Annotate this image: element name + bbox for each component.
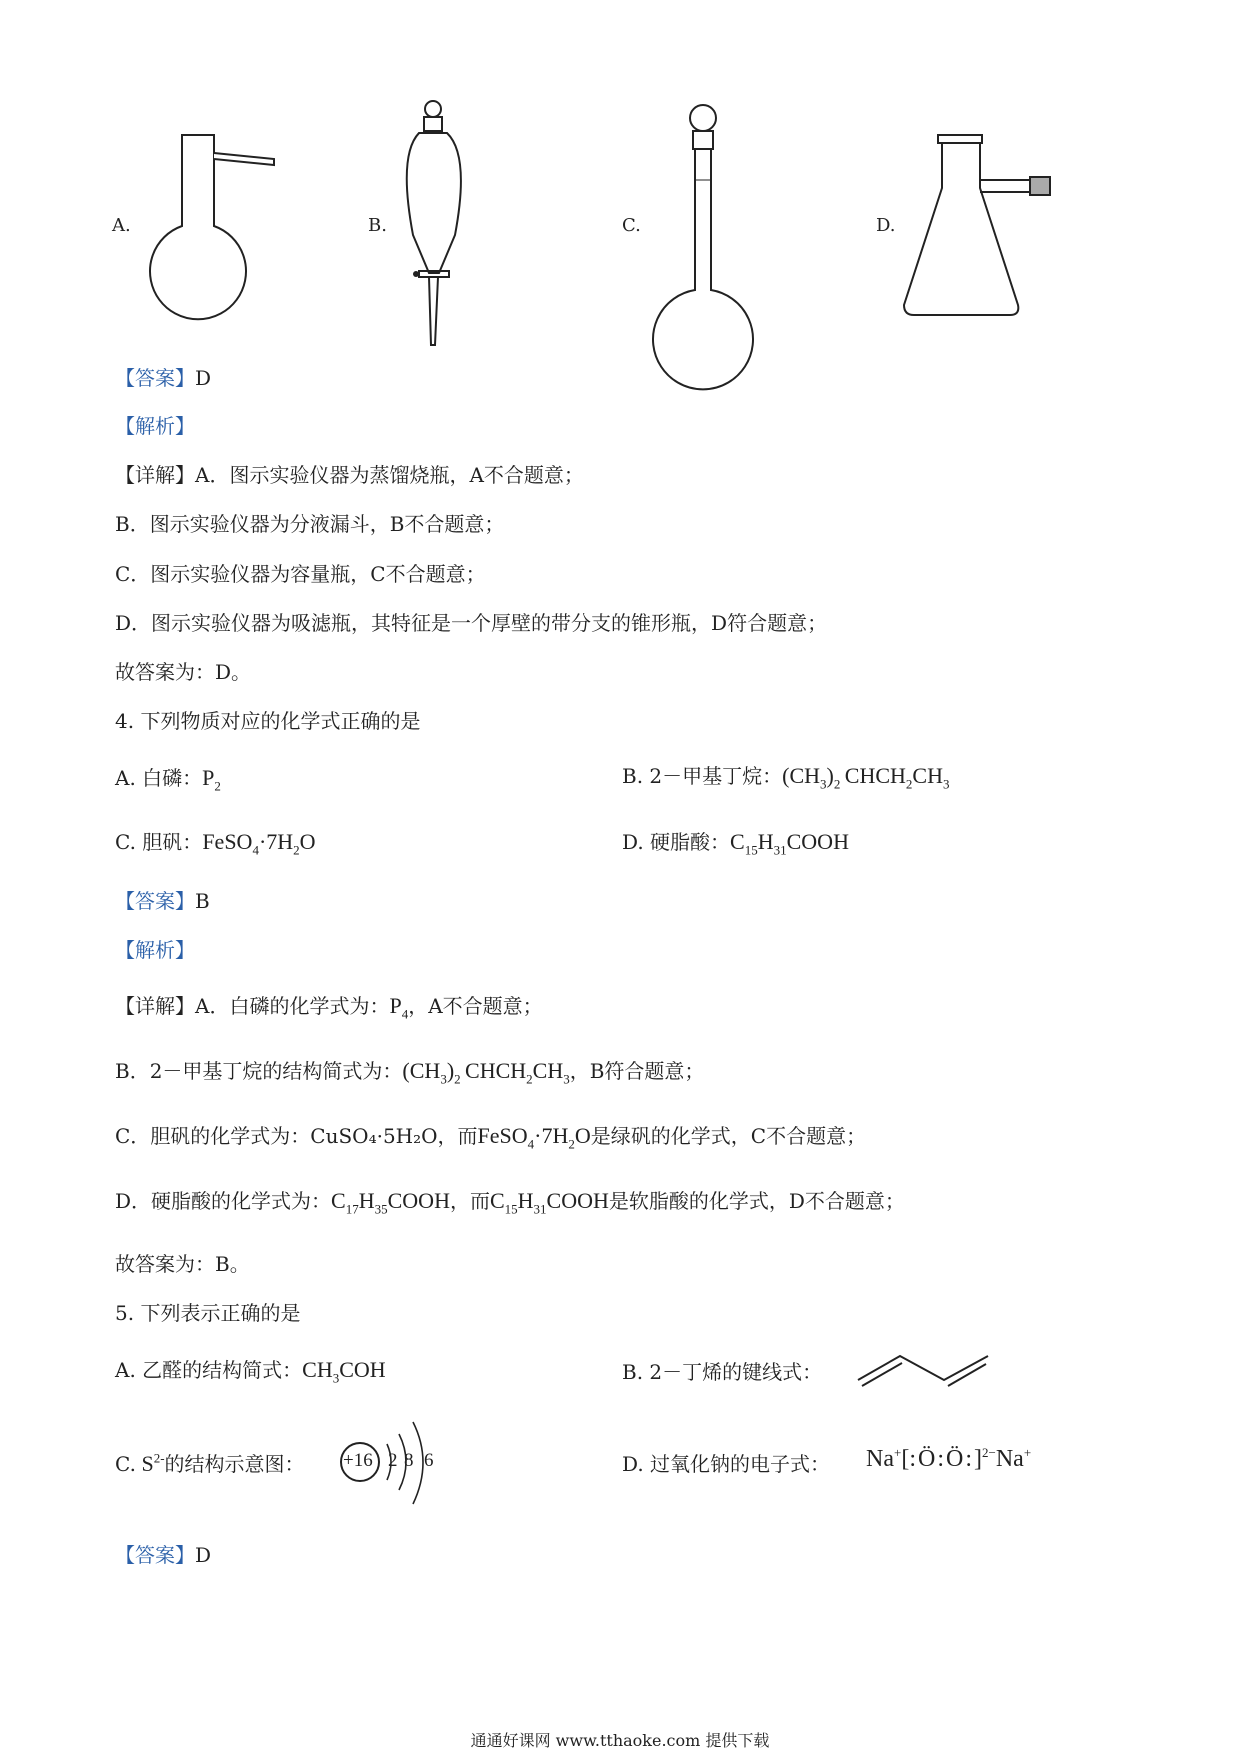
q5-answer: 【答案】D xyxy=(115,1543,212,1567)
option-b-label: B. xyxy=(368,215,387,236)
q4-answer: 【答案】B xyxy=(115,889,210,913)
separatory-funnel-icon xyxy=(395,95,485,355)
q3-conclusion: 故答案为：D。 xyxy=(115,660,252,684)
q4-option-b: B. 2－甲基丁烷：$(CH_3)_2$ $CHCH_2CH_3$ xyxy=(622,763,950,792)
q4-detail-c: C．胆矾的化学式为：CuSO₄·5H₂O，而$FeSO_4\cdot 7H_2O$是绿矾的化学式，C不合题意； xyxy=(115,1123,867,1152)
q5-option-c: C. $S^{2-}$的结构示意图： xyxy=(115,1450,305,1476)
sodium-peroxide-electron-formula: Na+[:Ö:Ö:]$^{2-}$Na+ xyxy=(866,1445,1032,1472)
q4-conclusion: 故答案为：B。 xyxy=(115,1252,250,1276)
nucleus-charge: +16 xyxy=(343,1450,373,1471)
q4-option-d: D. 硬脂酸：$C_{15}H_{31}COOH$ xyxy=(622,829,849,858)
suction-flask-icon xyxy=(900,130,1060,330)
q3-detail-a: 【详解】A．图示实验仪器为蒸馏烧瓶，A不合题意； xyxy=(115,463,584,487)
distillation-flask-icon xyxy=(140,125,290,325)
q5-option-a: A. 乙醛的结构简式：$CH_3COH$ xyxy=(115,1357,386,1386)
q4-analysis-tag: 【解析】 xyxy=(115,938,195,962)
q5-option-d: D. 过氧化钠的电子式： xyxy=(622,1452,831,1476)
shell-1-count: 2 xyxy=(388,1450,398,1471)
volumetric-flask-icon xyxy=(650,100,770,350)
q4-option-c: C. 胆矾：$FeSO_4\cdot 7H_2O$ xyxy=(115,829,316,858)
q4-detail-d: D．硬脂酸的化学式为：$C_{17}H_{35}COOH$，而$C_{15}H_{31}COOH$是软脂酸的化学式，D不合题意； xyxy=(115,1188,905,1217)
q4-stem: 4. 下列物质对应的化学式正确的是 xyxy=(115,709,421,733)
shell-2-count: 8 xyxy=(404,1450,414,1471)
q5-option-b: B. 2－丁烯的键线式： xyxy=(622,1360,823,1384)
butene-skeletal-icon xyxy=(856,1348,996,1388)
option-c-label: C. xyxy=(622,215,641,236)
option-a-label: A. xyxy=(112,215,131,236)
option-d-label: D. xyxy=(876,215,896,236)
footer: 通通好课网 www.tthaoke.com 提供下载 xyxy=(470,1731,770,1750)
q4-option-a: A. 白磷：$P_2$ xyxy=(115,765,221,794)
q3-analysis-tag: 【解析】 xyxy=(115,414,195,438)
q4-detail-a: 【详解】A．白磷的化学式为：$P_4$，A不合题意； xyxy=(115,993,543,1022)
q3-detail-c: C．图示实验仪器为容量瓶，C不合题意； xyxy=(115,562,486,586)
shell-3-count: 6 xyxy=(424,1450,434,1471)
q3-detail-d: D．图示实验仪器为吸滤瓶，其特征是一个厚壁的带分支的锥形瓶，D符合题意； xyxy=(115,611,828,635)
q5-stem: 5. 下列表示正确的是 xyxy=(115,1301,301,1325)
q3-answer: 【答案】D xyxy=(115,366,212,390)
q4-detail-b: B．2－甲基丁烷的结构简式为：$(CH_3)_2$ $CHCH_2CH_3$，B符合题意； xyxy=(115,1058,705,1087)
q3-detail-b: B．图示实验仪器为分液漏斗，B不合题意； xyxy=(115,512,505,536)
